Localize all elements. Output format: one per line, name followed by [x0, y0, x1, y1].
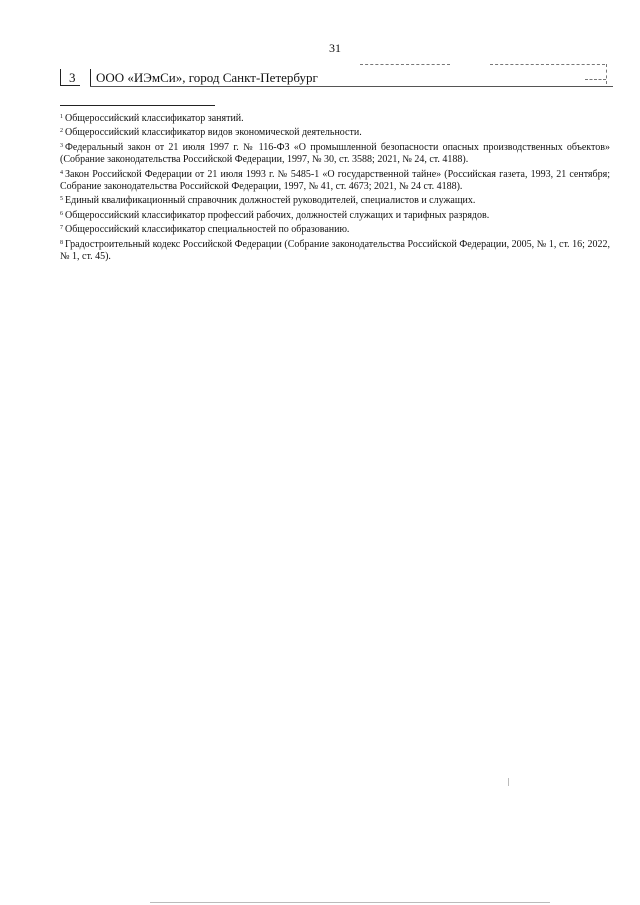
- footnote-item: [60, 208, 610, 222]
- table-row: [60, 63, 610, 83]
- footnote-item: [60, 125, 610, 139]
- organization-cell: ООО «ИЭмСи», город Санкт-Петербург: [90, 69, 396, 86]
- footnote-marker: 1: [60, 114, 63, 120]
- footnote-marker: 8: [60, 239, 63, 246]
- footnote-marker: 5: [60, 196, 63, 203]
- scan-artifact: [508, 778, 509, 786]
- footnote-item: [60, 140, 610, 167]
- table-border-fragment: [606, 64, 607, 84]
- footnote-text: Общероссийский классификатор видов экономической деятельности.: [65, 127, 362, 139]
- footnote-item: [60, 167, 610, 194]
- footnote-text: Градостроительный кодекс Российской Федерации (Собрание законодательства Российской Федерации, 2005, № 1, ст. 16; 2022, № 1, ст. 45).: [60, 238, 610, 263]
- footnote-item: [60, 193, 610, 207]
- footnote-item: [60, 222, 610, 236]
- footnote-text: Общероссийский классификатор профессий рабочих, должностей служащих и тарифных разрядов.: [65, 209, 490, 221]
- footnote-text: Федеральный закон от 21 июля 1997 г. № 116-ФЗ «О промышленной безопасности опасных производственных объектов» (Собрание законодательства Российской Федерации, 1997, № 30, ст. 3588; 2021, № 24, ст. 4188).: [60, 141, 610, 166]
- footnote-marker: 7: [60, 225, 63, 232]
- footnote-marker: 3: [60, 142, 63, 149]
- table-border-fragment: [490, 64, 605, 65]
- footnote-text: Общероссийский классификатор специальностей по образованию.: [65, 224, 350, 236]
- table-border-fragment: [360, 64, 450, 65]
- footnote-separator: [60, 105, 215, 106]
- footnotes-list: [60, 111, 610, 263]
- footnote-text: Закон Российской Федерации от 21 июля 1993 г. № 5485-1 «О государственной тайне» (Российская газета, 1993, 21 сентября; Собрание законодательства Российской Федерации, 1997, № 41, ст. 4673; 2021, № 24 ст. 4188).: [60, 168, 610, 193]
- footnote-marker: 6: [60, 210, 63, 217]
- footnote-text: Общероссийский классификатор занятий.: [65, 113, 244, 124]
- footnote-text: Единый квалификационный справочник должностей руководителей, специалистов и служащих.: [65, 195, 476, 207]
- footnote-marker: 4: [60, 169, 63, 176]
- table-border-fragment: [585, 79, 606, 80]
- footnote-item: [60, 111, 610, 125]
- footnote-item: [60, 237, 610, 264]
- row-underline: [90, 86, 613, 87]
- footnote-marker: 2: [60, 128, 63, 135]
- page-number: 31: [329, 41, 341, 55]
- row-number-cell: 3: [60, 69, 80, 86]
- scan-artifact: [150, 902, 550, 903]
